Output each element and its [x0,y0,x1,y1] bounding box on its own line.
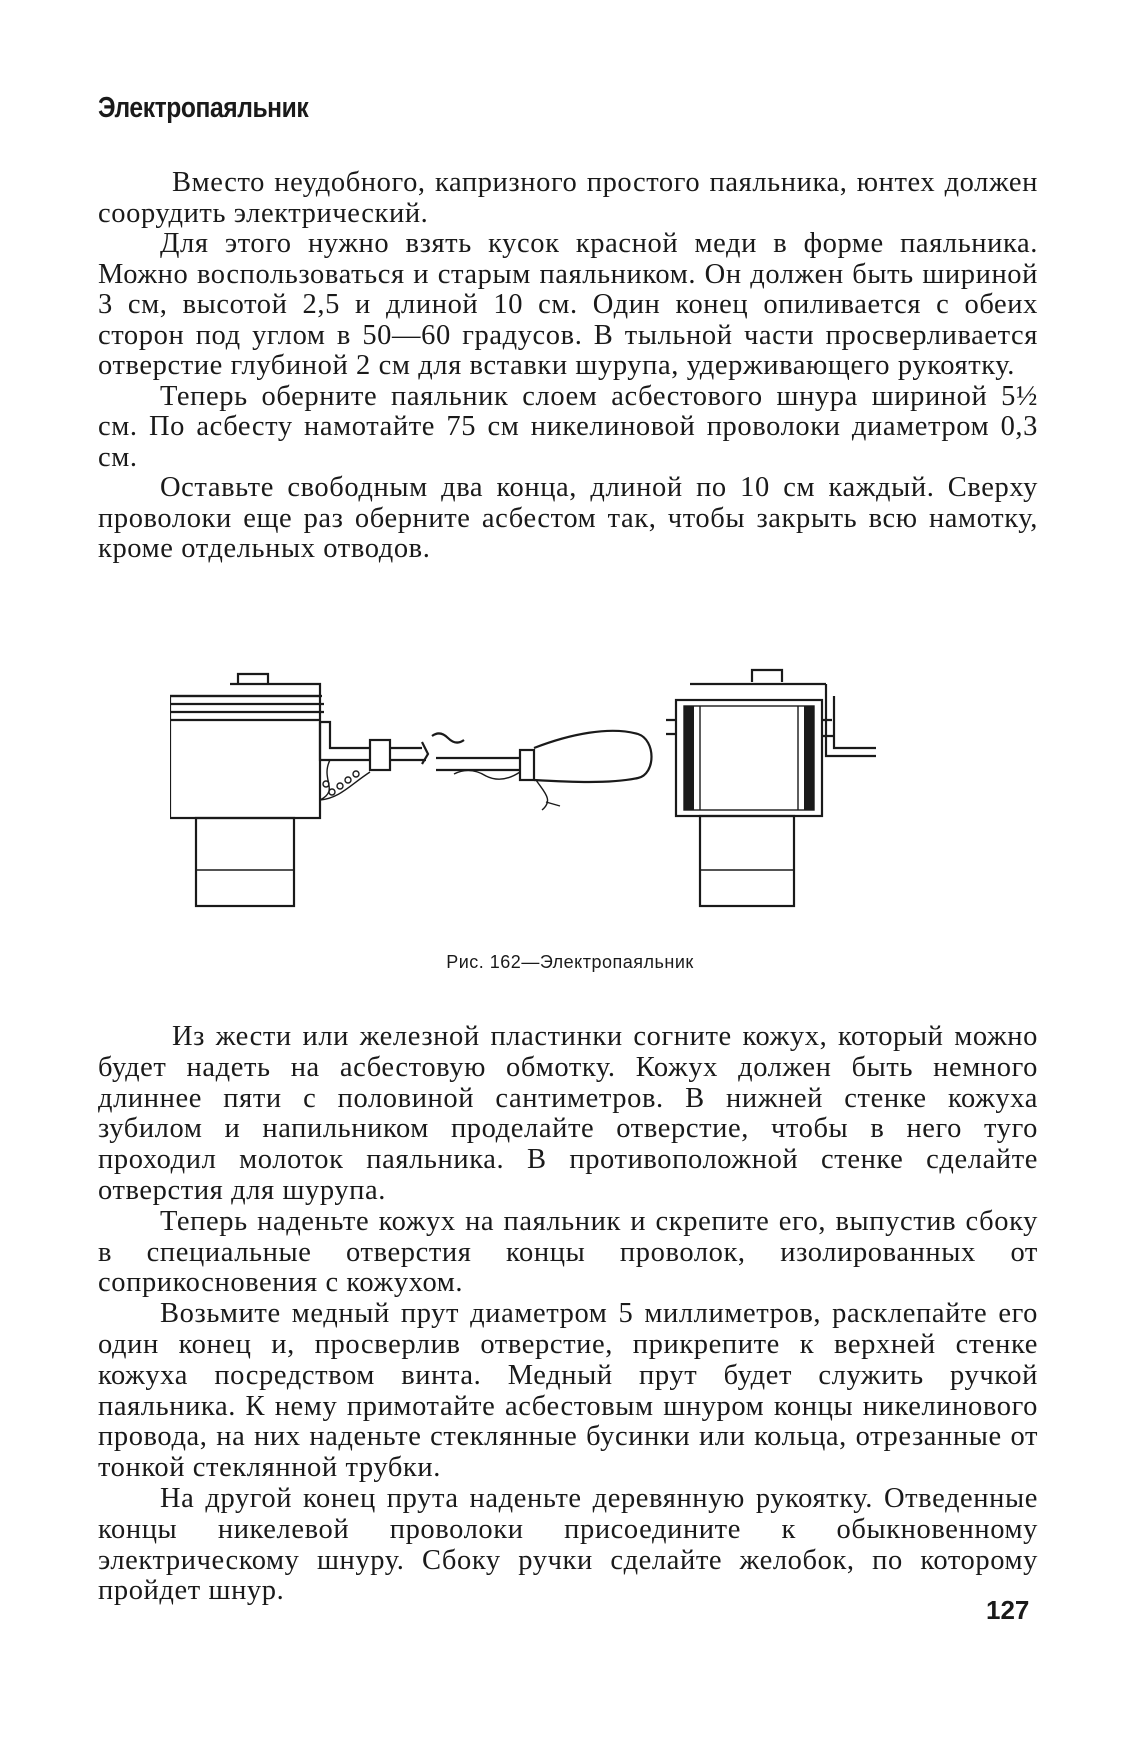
iron-side-view [170,674,652,906]
paragraph: Оставьте свободным два конца, длиной по 10 см каждый. Сверху проволоки еще раз оберните асбестом так, чтобы закрыть всю намотку, кроме отдельных отводов. [98,472,1038,564]
casing-body [170,696,320,818]
page-number: 127 [986,1595,1030,1625]
top-screw [238,674,268,684]
copper-tip [196,818,294,906]
cord [454,770,520,779]
soldering-iron-illustration [170,660,990,920]
rod-bend [230,684,320,696]
section-heading: Электропаяльник [98,92,309,124]
wooden-handle [534,731,652,782]
glass-bead [370,740,390,770]
section-tip [700,816,794,906]
asbestos-left [684,706,694,810]
paragraph: Для этого нужно взять кусок красной меди в форме паяльника. Можно воспользоваться и старым паяльником. Он должен быть шириной 3 см, высотой 2,5 и длиной 10 см. Один конец опиливается с обеих сторон под углом в 50—60 градусов. В тыльной части просверливается отверстие глубиной 2 см для вставки шурупа, удерживающего рукоятку. [98,228,1038,381]
asbestos-right [804,706,814,810]
figure-drawing [170,660,990,920]
paragraph: На другой конец прута наденьте деревянную рукоятку. Отведенные концы никелевой проволоки присоедините к обыкновенному электрическому шнуру. Сбоку ручки сделайте желобок, по которому пройдет шнур. [98,1482,1038,1607]
asbestos-winding [170,696,324,720]
paragraph: Возьмите медный прут диаметром 5 миллиметров, расклепайте его один конец и, просверлив отверстие, прикрепите к верхней стенке кожуха посредством винта. Медный прут будет служить ручкой паяльника. К нему примотайте асбестовым шнуром концы никелинового провода, на них наденьте стеклянные бусинки или кольца, отрезанные от тонкой стеклянной трубки. [98,1298,1038,1484]
section-rod [826,684,876,756]
text-section-1 [98,168,1038,565]
paragraph: Из жести или железной пластинки согните кожух, который можно будет надеть на асбестовую обмотку. Кожух должен быть немного длиннее пяти с половиной сантиметров. В нижней стенке кожуха зубилом и напильником проделайте отверстие, чтобы в него туго проходил молоток паяльника. В противоположной стенке сделайте отверстия для шурупа. [98,1021,1038,1206]
section-casing [676,700,822,816]
paragraph: Теперь наденьте кожух на паяльник и скрепите его, выпустив сбоку в специальные отверстия концы проволок, изолированных от соприкосновения с кожухом. [98,1205,1038,1299]
text-section-2 [98,1022,1038,1607]
ferrule [520,750,534,780]
iron-section-view [666,670,876,906]
figure-caption: Рис. 162—Электропаяльник [446,952,694,972]
cord-end [536,780,560,810]
paragraph: Теперь оберните паяльник слоем асбестового шнура шириной 5½ см. По асбесту намотайте 75 см никелиновой проволоки диаметром 0,3 см. [98,380,1038,473]
paragraph: Вместо неудобного, капризного простого паяльника, юнтех должен соорудить электрический. [98,167,1038,229]
section-screw [752,670,782,682]
break-mark [432,733,464,742]
copper-rod [320,722,370,760]
